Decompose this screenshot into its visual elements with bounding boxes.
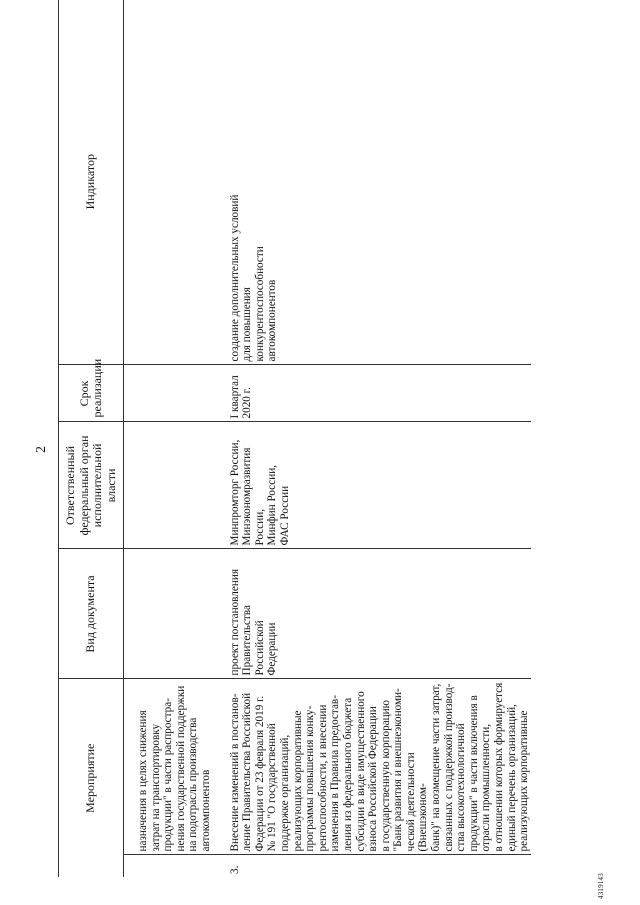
header-indicator: Индикатор [59,0,124,365]
header-event: Мероприятие [59,679,124,877]
row-doc-type: проект постановления Правительства Российской Федерации [217,549,531,679]
continuation-event: назначения в целях снижения затрат на транспортировку продукции" в части распростра- нения государственной поддержки на подотрасль производства автокомпонентов [124,679,217,855]
header-authority: Ответственный федеральный орган исполнительной власти [59,422,124,549]
document-id: 4319143 [597,873,605,899]
page-number: 2 [34,446,49,453]
continuation-num-cell [124,855,217,877]
table-row [217,0,531,877]
row-number: 3. [217,855,531,877]
continuation-authority-cell [124,422,217,549]
row-deadline: I квартал 2020 г. [217,365,531,422]
continuation-deadline-cell [124,365,217,422]
continuation-doc-type-cell [124,549,217,679]
row-indicator: создание дополнительных условий для повышения конкурентоспособности автокомпонентов [217,0,531,365]
table-row-continuation [124,0,217,877]
continuation-indicator-cell [124,0,217,365]
action-plan-table [58,0,531,877]
row-event: Внесение изменений в постанов- ление Правительства Российской Федерации от 23 февраля 2019 г. № 191 "О государственной поддержке организаций, реализующих корпоративные программы повышения конку- рентоспособности, и внесении изменения в Правила предостав- ления из федерального бюджета субсидии в виде имущественного взноса Российской Федерации в государственную корпорацию "Банк развития и внешнеэкономи- ческой деятельности (Внешэконом- банк)" на возмещение части затрат, связанных с поддержкой производ- ства высокотехнологичной продукции" в части включения в отрасли промышленности, в отношении которых формируется единый перечень организаций, реализующих корпоративные [217,679,531,855]
table-header-row [59,0,124,877]
row-authority: Минпромторг России, Минэкономразвития России, Минфин России, ФАС России [217,422,531,549]
header-deadline: Срок реализации [59,365,124,422]
header-doc-type: Вид документа [59,549,124,679]
